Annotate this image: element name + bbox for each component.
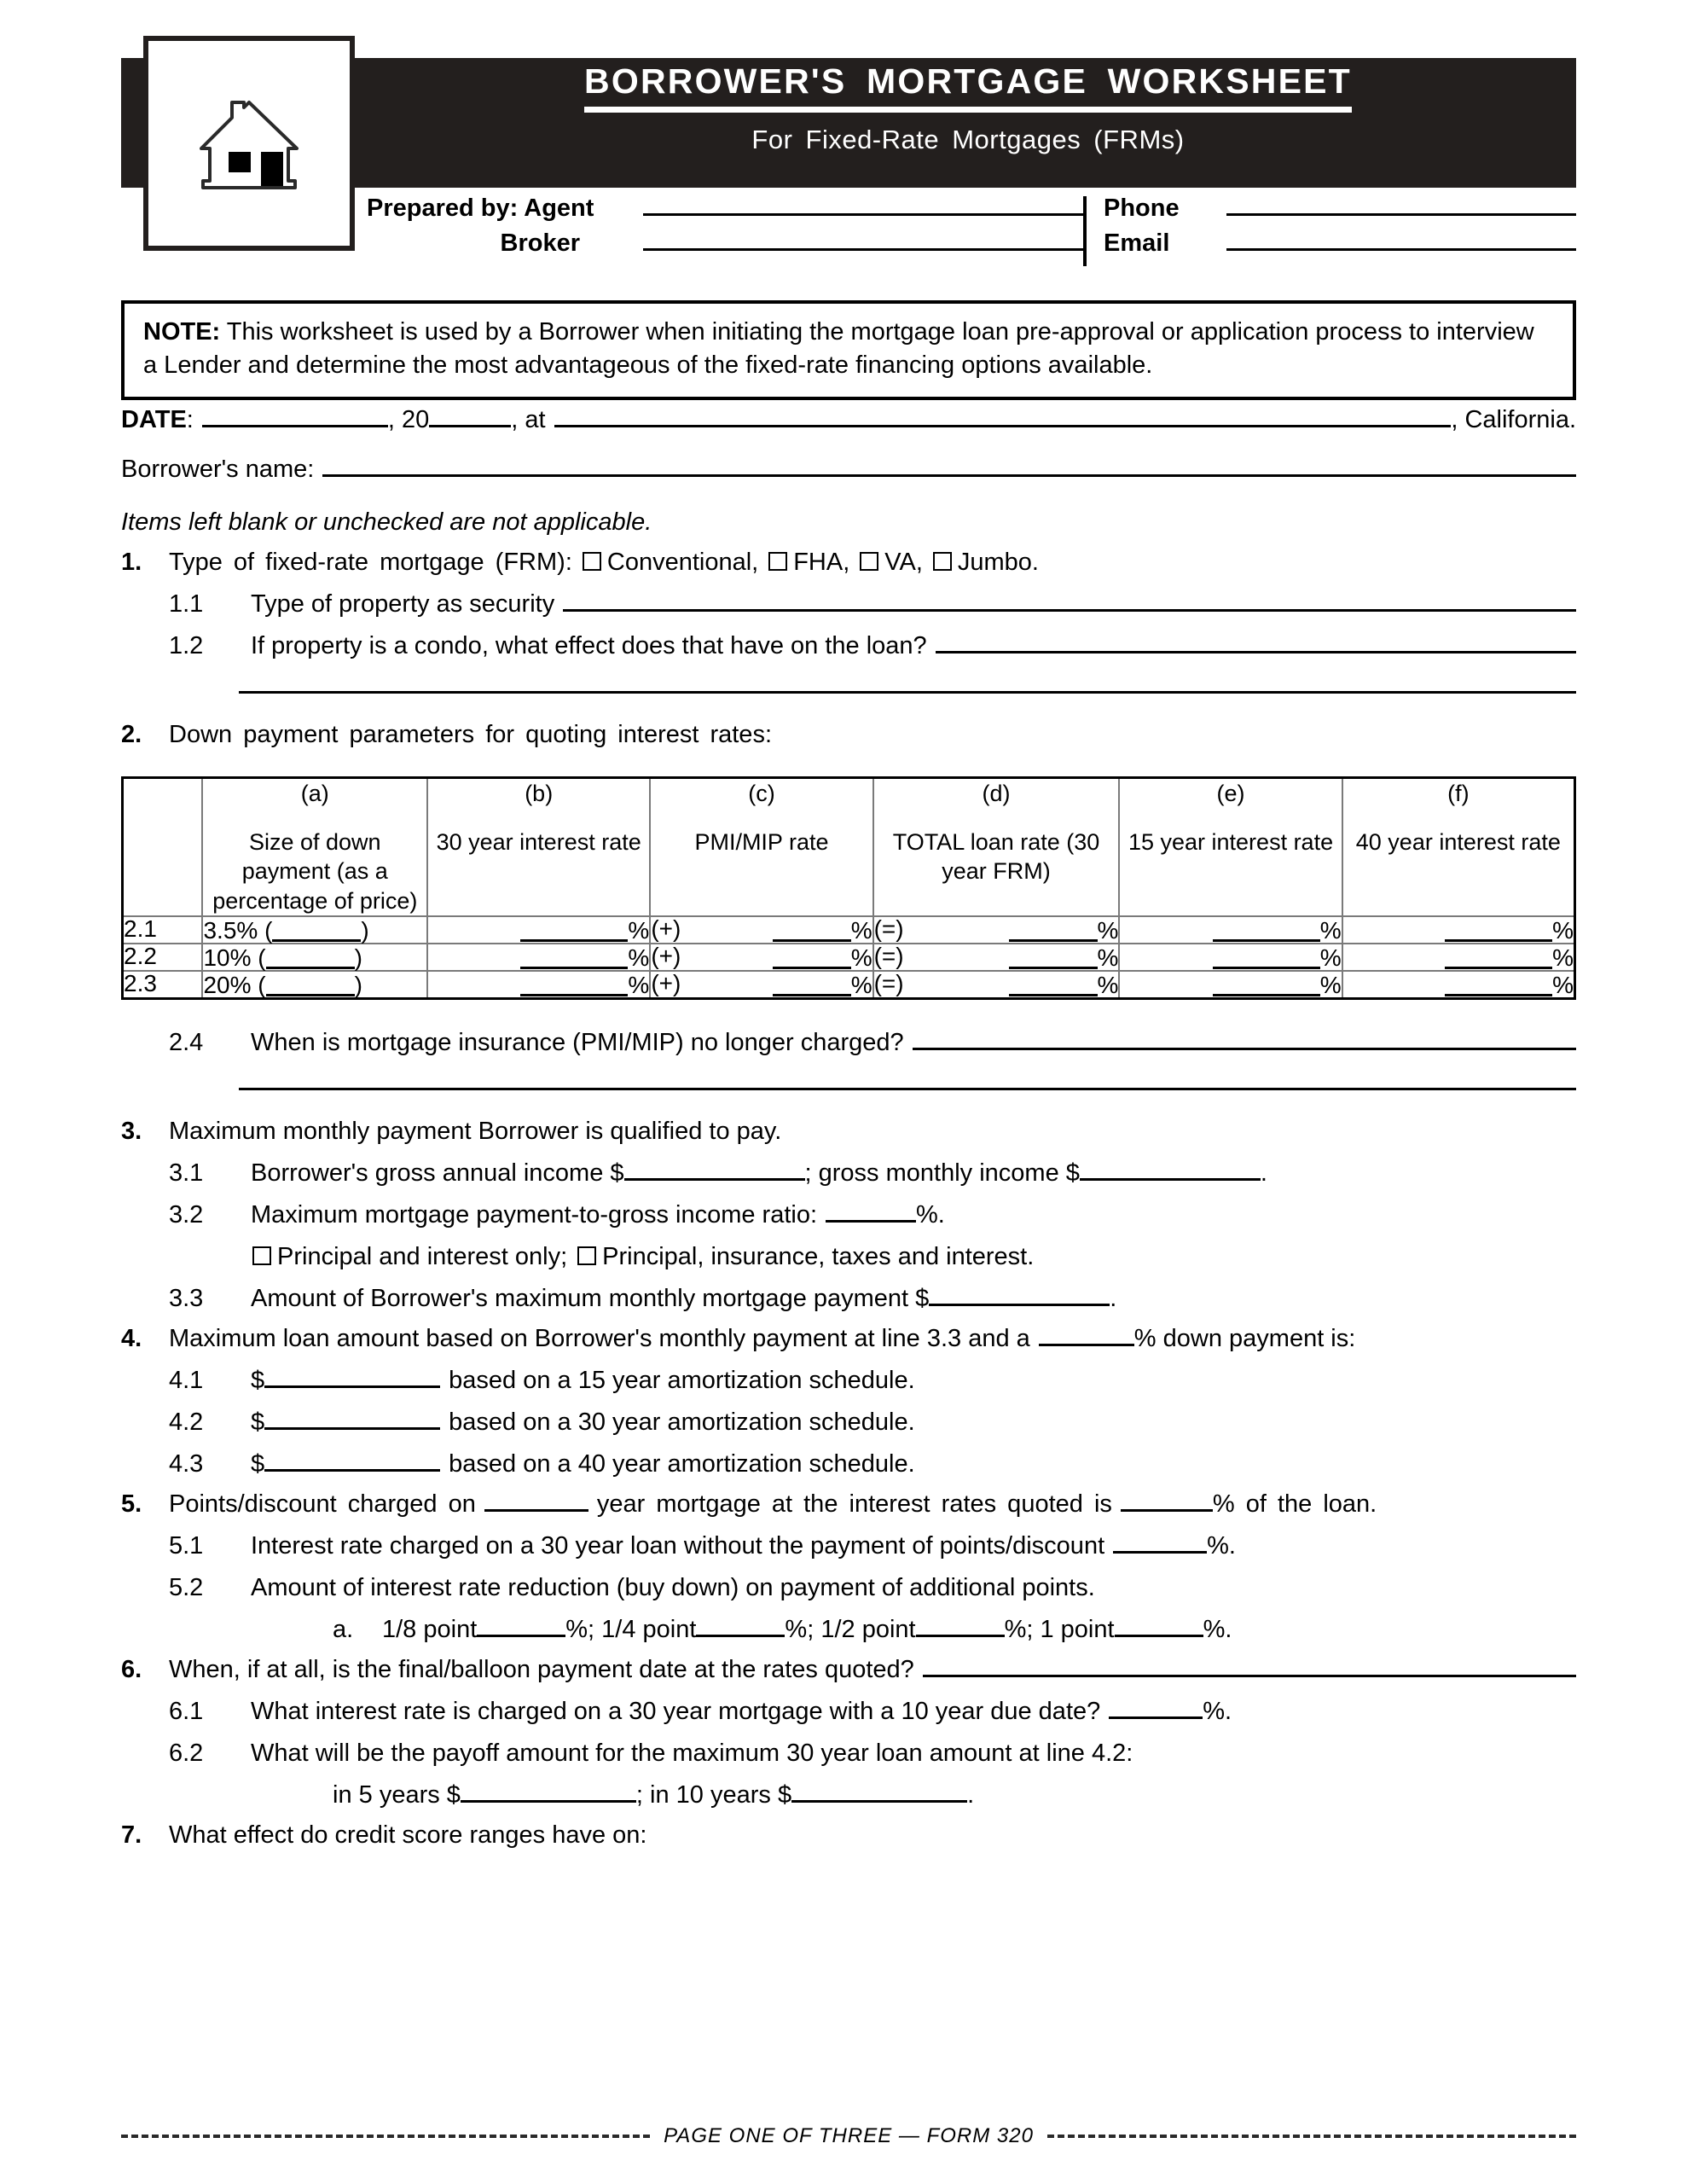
date-at-label: , at (511, 406, 546, 433)
cell-30yr-rate-2.2 (427, 944, 650, 971)
label-principal-interest-only: Principal and interest only; (277, 1243, 568, 1271)
col-letter-f: (f) (1447, 781, 1470, 806)
checkbox-principal-interest-only[interactable] (252, 1246, 271, 1265)
section-1-2-text: If property is a condo, what effect does that have on the loan? (251, 632, 927, 659)
section-6-1-number: 6.1 (169, 1698, 204, 1726)
section-6-2-text: What will be the payoff amount for the maximum 30 year loan amount at line 4.2: (251, 1740, 1133, 1768)
percent-sign: % (1319, 917, 1342, 944)
section-1 (121, 550, 1576, 575)
rate-15yr-input[interactable] (1213, 972, 1320, 996)
section-3-text: Maximum monthly payment Borrower is qualified to pay. (169, 1118, 782, 1146)
checkbox-principal-insurance-taxes-interest[interactable] (577, 1246, 596, 1265)
house-icon (194, 96, 304, 191)
col-letter-a: (a) (300, 781, 329, 806)
down-payment-amount-input[interactable] (272, 917, 361, 942)
section-5-number: 5. (121, 1490, 142, 1519)
section-5-text-a: Points/discount charged on (169, 1490, 476, 1519)
section-3-3-number: 3.3 (169, 1285, 204, 1313)
broker-label: Broker (500, 229, 580, 257)
section-6-1-percent: %. (1203, 1698, 1232, 1726)
rate-40yr-input[interactable] (1445, 972, 1552, 996)
table-row (123, 916, 1575, 944)
footer-dash-right (1047, 2135, 1576, 2138)
row-index-2.1 (123, 916, 203, 944)
title-block (367, 61, 1569, 155)
checkbox-conventional[interactable] (583, 552, 601, 571)
phone-label: Phone (1104, 195, 1180, 222)
section-6-text: When, if at all, is the final/balloon payment date at the rates quoted? (169, 1656, 914, 1684)
note-text: This worksheet is used by a Borrower when initiating the mortgage loan pre-approval or application process to interview a Lender and determine the most advantageous of the fixed-rate financing options available. (143, 318, 1534, 380)
label-quarter-point: %; 1/4 point (565, 1616, 697, 1644)
section-6-number: 6. (121, 1656, 142, 1684)
section-2-4-continuation-input[interactable] (239, 1088, 1576, 1090)
section-1-text: Type of fixed-rate mortgage (FRM): (169, 549, 572, 576)
percent-sign: % (850, 917, 872, 944)
cell-15yr-rate-2.2 (1119, 944, 1342, 971)
page-title: BORROWER'S MORTGAGE WORKSHEET (584, 61, 1352, 113)
points-year-input[interactable] (484, 1509, 588, 1512)
form-body (121, 401, 1576, 1848)
plus-prefix: (+) (651, 915, 681, 943)
label-payoff-5-years: in 5 years $ (333, 1781, 461, 1809)
label-eighth-point: 1/8 point (382, 1616, 478, 1644)
section-5-2-text: Amount of interest rate reduction (buy down) on payment of additional points. (251, 1574, 1095, 1602)
checkbox-fha[interactable] (768, 552, 787, 571)
cell-pmi-rate-2.1 (650, 916, 872, 944)
cell-down-payment-2.2 (202, 944, 427, 971)
section-3-1-number: 3.1 (169, 1159, 204, 1188)
label-half-point: %; 1/2 point (785, 1616, 916, 1644)
paren-open: ( (258, 972, 266, 999)
section-3-number: 3. (121, 1118, 142, 1146)
section-3 (121, 1119, 1576, 1144)
half-point-input[interactable] (916, 1635, 1005, 1637)
paren-open: ( (258, 944, 266, 972)
gross-monthly-income-input[interactable] (1080, 1178, 1261, 1181)
loan-amount-30yr-input[interactable] (264, 1427, 440, 1430)
label-one-point: %; 1 point (1004, 1616, 1115, 1644)
section-4-text-b: % down payment is: (1133, 1325, 1356, 1353)
gross-annual-income-input[interactable] (624, 1178, 805, 1181)
section-1-number: 1. (121, 549, 142, 576)
row-index-label: 2.1 (124, 915, 157, 943)
paren-open: ( (264, 917, 273, 944)
rate-15yr-input[interactable] (1213, 917, 1320, 942)
page-footer (121, 2124, 1576, 2148)
section-3-1-text-b: ; gross monthly income $ (804, 1159, 1080, 1188)
section-7-text: What effect do credit score ranges have on: (169, 1821, 647, 1850)
percent-sign: % (1097, 972, 1119, 999)
header-divider (1083, 196, 1087, 266)
date-label: DATE (121, 406, 187, 433)
document-header (0, 0, 1687, 264)
section-1-1-number: 1.1 (169, 590, 204, 618)
applicability-note: Items left blank or unchecked are not applicable. (121, 508, 652, 536)
label-payoff-period: . (967, 1781, 975, 1809)
rate-40yr-input[interactable] (1445, 944, 1552, 969)
row-index-2.3 (123, 971, 203, 999)
section-2-text: Down payment parameters for quoting interest rates: (169, 721, 772, 748)
note-box (121, 300, 1576, 400)
section-2-number: 2. (121, 721, 142, 748)
section-4-1 (121, 1368, 1576, 1393)
percent-sign: % (1097, 944, 1119, 972)
rate-10yr-due-input[interactable] (1109, 1716, 1203, 1719)
checkbox-jumbo[interactable] (933, 552, 952, 571)
equals-prefix: (=) (873, 915, 904, 943)
paren-close: ) (354, 972, 362, 999)
section-5-text-c: % of the loan. (1212, 1490, 1377, 1519)
col-letter-e: (e) (1216, 781, 1245, 806)
percent-sign: % (1552, 944, 1574, 972)
footer-dash-left (121, 2135, 650, 2138)
loan-amount-15yr-input[interactable] (264, 1385, 440, 1388)
down-payment-value: 20% (203, 972, 252, 999)
percent-sign: % (1552, 972, 1574, 999)
section-6 (121, 1658, 1576, 1682)
plus-prefix: (+) (651, 970, 681, 997)
down-payment-amount-input[interactable] (266, 972, 355, 996)
col-header-e: 15 year interest rate (1128, 828, 1334, 855)
table-col-c (650, 778, 872, 917)
section-5-1-percent: %. (1207, 1532, 1236, 1560)
section-4-number: 4. (121, 1325, 142, 1353)
payoff-5-years-input[interactable] (461, 1800, 636, 1803)
down-payment-percent-input[interactable] (1039, 1344, 1134, 1346)
date-line (121, 408, 1576, 447)
section-2-4-input[interactable] (913, 1048, 1576, 1050)
label-va: VA, (884, 549, 923, 576)
col-header-d: TOTAL loan rate (30 year FRM) (892, 828, 1100, 885)
rate-30yr-input[interactable] (520, 944, 628, 969)
page-subtitle: For Fixed-Rate Mortgages (FRMs) (751, 125, 1185, 155)
rate-15yr-input[interactable] (1213, 944, 1320, 969)
footer-text: PAGE ONE OF THREE — FORM 320 (664, 2124, 1034, 2147)
cell-total-rate-2.2 (873, 944, 1120, 971)
agent-row (367, 195, 1083, 229)
col-letter-b: (b) (525, 781, 554, 806)
section-2-4-number: 2.4 (169, 1029, 204, 1057)
section-5-2 (121, 1576, 1576, 1600)
section-6-2-payoff (121, 1783, 1576, 1808)
table-header-row (123, 778, 1575, 917)
rate-30yr-input[interactable] (520, 972, 628, 996)
section-4 (121, 1327, 1576, 1351)
percent-sign: % (628, 944, 650, 972)
section-7 (121, 1823, 1576, 1848)
section-1-2 (121, 634, 1576, 659)
balloon-payment-date-input[interactable] (923, 1675, 1576, 1677)
email-label: Email (1104, 229, 1170, 257)
table-col-e (1119, 778, 1342, 917)
label-one-point-percent: %. (1203, 1616, 1232, 1644)
section-2 (121, 723, 1576, 747)
cell-down-payment-2.1 (202, 916, 427, 944)
date-state: , California. (1451, 406, 1576, 433)
section-4-3-text: based on a 40 year amortization schedule. (449, 1450, 915, 1478)
section-5-1-number: 5.1 (169, 1532, 204, 1560)
section-3-1-text-a: Borrower's gross annual income $ (251, 1159, 624, 1188)
section-4-3-number: 4.3 (169, 1450, 204, 1478)
section-4-2-text: based on a 30 year amortization schedule. (449, 1409, 915, 1437)
table-row (123, 971, 1575, 999)
percent-sign: % (1097, 917, 1119, 944)
paren-close: ) (354, 944, 362, 972)
percent-sign: % (850, 972, 872, 999)
cell-40yr-rate-2.3 (1342, 971, 1575, 999)
cell-total-rate-2.3 (873, 971, 1120, 999)
section-4-2-dollar: $ (251, 1409, 265, 1437)
cell-pmi-rate-2.2 (650, 944, 872, 971)
percent-sign: % (850, 944, 872, 972)
col-letter-c: (c) (748, 781, 775, 806)
section-6-2-number: 6.2 (169, 1740, 204, 1768)
percent-sign: % (1319, 972, 1342, 999)
pmi-rate-input[interactable] (773, 972, 851, 996)
percent-sign: % (628, 917, 650, 944)
equals-prefix: (=) (873, 943, 904, 970)
plus-prefix: (+) (651, 943, 681, 970)
section-1-1 (121, 592, 1576, 617)
down-payment-table (121, 776, 1576, 1000)
eighth-point-input[interactable] (477, 1635, 565, 1637)
section-3-3-text-a: Amount of Borrower's maximum monthly mortgage payment $ (251, 1285, 930, 1313)
col-header-b: 30 year interest rate (436, 828, 641, 855)
row-index-label: 2.3 (124, 970, 157, 997)
section-3-2-text: Maximum mortgage payment-to-gross income ratio: (251, 1201, 818, 1229)
loan-amount-40yr-input[interactable] (264, 1469, 440, 1472)
section-1-2-input[interactable] (936, 651, 1576, 653)
cell-30yr-rate-2.1 (427, 916, 650, 944)
equals-prefix: (=) (873, 970, 904, 997)
borrower-name-line (121, 457, 1576, 497)
prepared-by-section (367, 195, 1576, 268)
pmi-rate-input[interactable] (773, 944, 851, 969)
down-payment-amount-input[interactable] (266, 944, 355, 969)
quarter-point-input[interactable] (696, 1635, 785, 1637)
label-payoff-10-years: ; in 10 years $ (635, 1781, 792, 1809)
table-row (123, 944, 1575, 971)
cell-total-rate-2.1 (873, 916, 1120, 944)
section-6-1-text: What interest rate is charged on a 30 year mortgage with a 10 year due date? (251, 1698, 1101, 1726)
section-3-1 (121, 1161, 1576, 1186)
section-5-text-b: year mortgage at the interest rates quoted is (596, 1490, 1112, 1519)
broker-row (367, 229, 1083, 264)
cell-40yr-rate-2.1 (1342, 916, 1575, 944)
table-col-b (427, 778, 650, 917)
section-1-2-number: 1.2 (169, 632, 204, 659)
agent-label: Prepared by: Agent (367, 195, 594, 222)
row-index-label: 2.2 (124, 943, 157, 970)
section-3-2-number: 3.2 (169, 1201, 204, 1229)
row-index-2.2 (123, 944, 203, 971)
date-day-input[interactable] (202, 425, 388, 427)
percent-sign: % (628, 972, 650, 999)
table-col-index (123, 778, 203, 917)
down-payment-value: 3.5% (203, 917, 258, 944)
section-6-1 (121, 1699, 1576, 1724)
table-col-d (873, 778, 1120, 917)
points-percent-input[interactable] (1121, 1509, 1213, 1512)
rate-no-points-input[interactable] (1113, 1551, 1207, 1554)
cell-40yr-rate-2.2 (1342, 944, 1575, 971)
payoff-10-years-input[interactable] (791, 1800, 967, 1803)
section-3-1-text-c: . (1260, 1159, 1267, 1188)
total-loan-rate-input[interactable] (1009, 944, 1098, 969)
logo-box (143, 36, 355, 251)
borrower-name-label: Borrower's name: (121, 456, 315, 483)
section-2-4-text: When is mortgage insurance (PMI/MIP) no longer charged? (251, 1029, 904, 1057)
label-jumbo: Jumbo. (957, 549, 1039, 576)
paren-close: ) (361, 917, 369, 944)
col-letter-d: (d) (982, 781, 1011, 806)
total-loan-rate-input[interactable] (1009, 917, 1098, 942)
email-row (1104, 229, 1576, 264)
col-header-f: 40 year interest rate (1355, 828, 1561, 855)
one-point-input[interactable] (1115, 1635, 1203, 1637)
section-3-2-percent: %. (916, 1201, 945, 1229)
note-label: NOTE: (143, 318, 221, 346)
cell-15yr-rate-2.3 (1119, 971, 1342, 999)
borrower-name-input[interactable] (322, 474, 1576, 477)
cell-pmi-rate-2.3 (650, 971, 872, 999)
section-5 (121, 1492, 1576, 1517)
date-year-prefix: , 20 (387, 406, 430, 433)
section-7-number: 7. (121, 1821, 142, 1850)
percent-sign: % (1319, 944, 1342, 972)
rate-30yr-input[interactable] (520, 917, 628, 942)
broker-input-rule[interactable] (643, 248, 1083, 251)
cell-down-payment-2.3 (202, 971, 427, 999)
section-3-2 (121, 1203, 1576, 1228)
col-header-c: PMI/MIP rate (694, 828, 829, 855)
table-col-a (202, 778, 427, 917)
section-5-1-text: Interest rate charged on a 30 year loan without the payment of points/discount (251, 1532, 1105, 1560)
pmi-rate-input[interactable] (773, 917, 851, 942)
date-location-input[interactable] (554, 425, 1452, 427)
col-header-a: Size of down payment (as a percentage of price) (212, 828, 418, 914)
percent-sign: % (1552, 917, 1574, 944)
section-4-2 (121, 1410, 1576, 1435)
date-colon: : (186, 406, 194, 433)
section-4-1-text: based on a 15 year amortization schedule. (449, 1367, 915, 1395)
section-1-1-text: Type of property as security (251, 590, 555, 618)
cell-30yr-rate-2.3 (427, 971, 650, 999)
date-year-input[interactable] (429, 425, 511, 427)
phone-input-rule[interactable] (1226, 213, 1576, 216)
section-1-1-input[interactable] (563, 609, 1576, 612)
down-payment-value: 10% (203, 944, 252, 972)
table-col-f (1342, 778, 1575, 917)
section-2-4 (121, 1031, 1576, 1055)
rate-40yr-input[interactable] (1445, 917, 1552, 942)
cell-15yr-rate-2.1 (1119, 916, 1342, 944)
section-4-1-number: 4.1 (169, 1367, 204, 1395)
section-5-2-a (121, 1618, 1576, 1642)
email-input-rule[interactable] (1226, 248, 1576, 251)
section-4-3 (121, 1452, 1576, 1477)
section-5-2-a-letter: a. (333, 1616, 354, 1644)
section-4-3-dollar: $ (251, 1450, 265, 1478)
label-principal-insurance-taxes-interest: Principal, insurance, taxes and interest. (602, 1243, 1035, 1271)
label-conventional: Conventional, (606, 549, 759, 576)
section-6-2 (121, 1741, 1576, 1766)
max-monthly-payment-input[interactable] (929, 1304, 1110, 1306)
section-3-3-text-b: . (1110, 1285, 1117, 1313)
payment-to-income-ratio-input[interactable] (826, 1220, 916, 1223)
section-4-text-a: Maximum loan amount based on Borrower's monthly payment at line 3.3 and a (169, 1325, 1030, 1353)
section-1-2-continuation-input[interactable] (239, 691, 1576, 694)
section-5-2-number: 5.2 (169, 1574, 204, 1602)
label-fha: FHA, (793, 549, 850, 576)
total-loan-rate-input[interactable] (1009, 972, 1098, 996)
section-4-2-number: 4.2 (169, 1409, 204, 1437)
section-3-2-checkboxes (121, 1245, 1576, 1269)
section-4-1-dollar: $ (251, 1367, 265, 1395)
phone-row (1104, 195, 1576, 229)
section-5-1 (121, 1534, 1576, 1559)
section-3-3 (121, 1287, 1576, 1311)
checkbox-va[interactable] (860, 552, 878, 571)
agent-input-rule[interactable] (643, 213, 1083, 216)
